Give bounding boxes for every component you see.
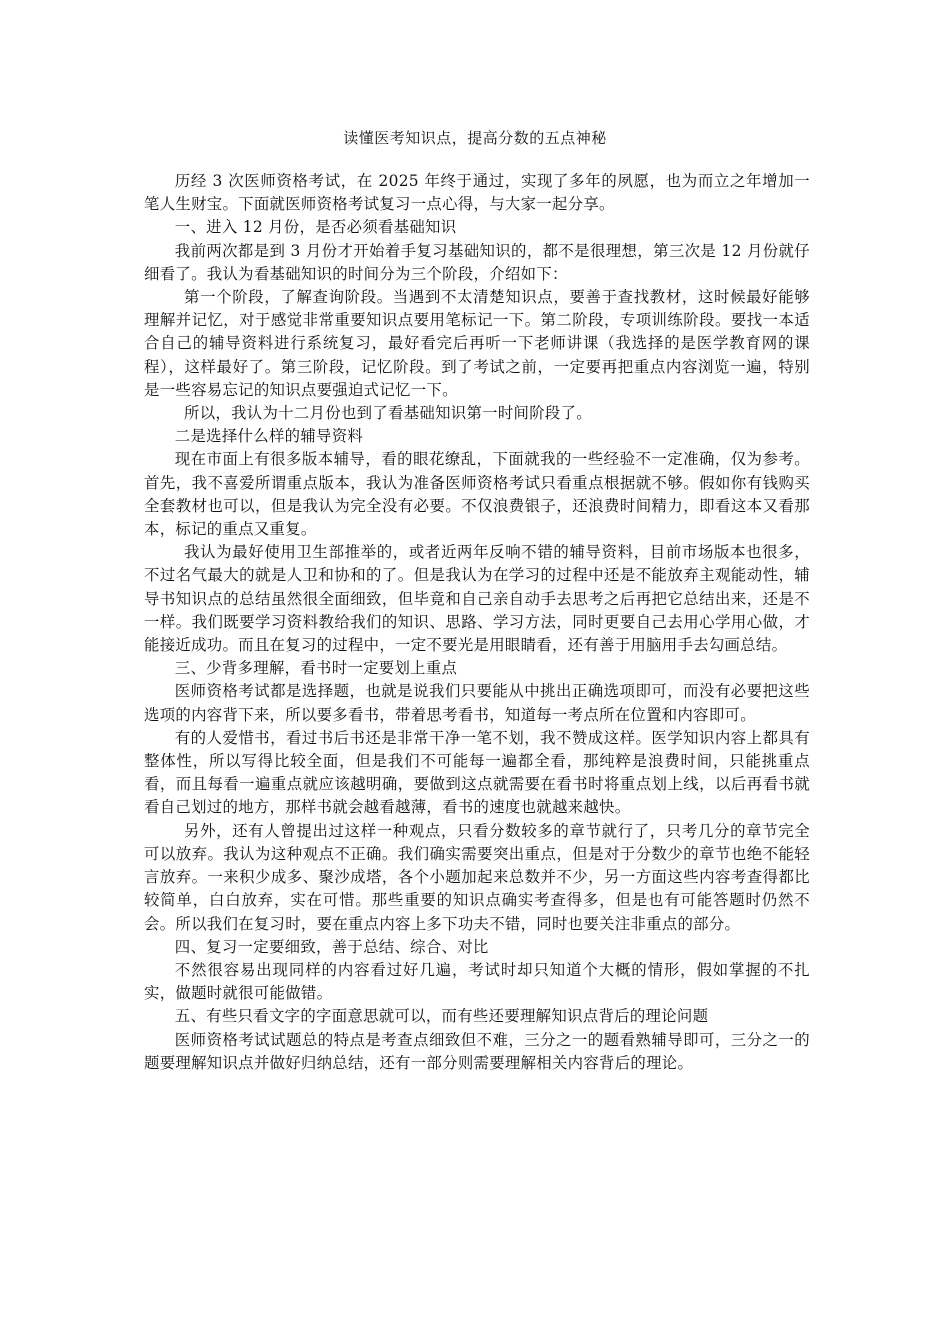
paragraph-section-3-c: 另外，还有人曾提出过这样一种观点，只看分数较多的章节就行了，只考几分的章节完全可以放弃。我认为这种观点不正确。我们确实需要突出重点，但是对于分数少的章节也绝不能轻言放弃。一来积少成多、聚沙成塔，各个小题加起来总数并不少，另一方面这些内容考查得都比较简单，白白放弃，实在可惜。那些重要的知识点确实考查得多，但是也有可能答题时仍然不会。所以我们在复习时，要在重点内容上多下功夫不错，同时也要关注非重点的部分。: [144, 821, 810, 933]
paragraph-section-3-a: 医师资格考试都是选择题，也就是说我们只要能从中挑出正确选项即可，而没有必要把这些选项的内容背下来，所以要多看书，带着思考看书，知道每一考点所在位置和内容即可。: [144, 682, 810, 724]
paragraph-section-2-b: 我认为最好使用卫生部推举的，或者近两年反响不错的辅导资料，目前市场版本也很多，不过名气最大的就是人卫和协和的了。但是我认为在学习的过程中还是不能放弃主观能动性，辅导书知识点的总结虽然很全面细致，但毕竟和自己亲自动手去思考之后再把它总结出来，还是不一样。我们既要学习资料教给我们的知识、思路、学习方法，同时更要自己去用心学用心做，才能接近成功。而且在复习的过程中，一定不要光是用眼睛看，还有善于用脑用手去勾画总结。: [144, 543, 810, 655]
paragraph-intro: 历经 3 次医师资格考试，在 2025 年终于通过，实现了多年的夙愿，也为而立之年增加一笔人生财宝。下面就医师资格考试复习一点心得，与大家一起分享。: [144, 172, 810, 214]
document-body: [144, 170, 810, 1075]
heading-section-3: 三、少背多理解，看书时一定要划上重点: [174, 659, 458, 678]
paragraph-section-1-c: 所以，我认为十二月份也到了看基础知识第一时间阶段了。: [184, 404, 592, 423]
paragraph-section-1-b: 第一个阶段，了解查询阶段。当遇到不太清楚知识点，要善于查找教材，这时候最好能够理解并记忆，对于感觉非常重要知识点要用笔标记一下。第二阶段，专项训练阶段。要找一本适合自己的辅导资料进行系统复习，最好看完后再听一下老师讲课（我选择的是医学教育网的课程），这样最好了。第三阶段，记忆阶段。到了考试之前，一定要再把重点内容浏览一遍，特别是一些容易忘记的知识点要强迫式记忆一下。: [144, 288, 810, 399]
heading-section-1: 一、进入 12 月份，是否必须看基础知识: [174, 218, 457, 237]
heading-section-5: 五、有些只看文字的字面意思就可以，而有些还要理解知识点背后的理论问题: [174, 1007, 709, 1026]
paragraph-section-3-b: 有的人爱惜书，看过书后书还是非常干净一笔不划，我不赞成这样。医学知识内容上都具有整体性，所以写得比较全面，但是我们不可能每一遍都全看，那纯粹是浪费时间，只能挑重点看，而且每看一遍重点就应该越明确，要做到这点就需要在看书时将重点划上线，以后再看书就看自己划过的地方，那样书就会越看越薄，看书的速度也就越来越快。: [144, 728, 810, 817]
paragraph-section-4-a: 不然很容易出现同样的内容看过好几遍，考试时却只知道个大概的情形，假如掌握的不扎实，做题时就很可能做错。: [144, 960, 810, 1003]
paragraph-section-2-a: 现在市面上有很多版本辅导，看的眼花缭乱，下面就我的一些经验不一定准确，仅为参考。首先，我不喜爱所谓重点版本，我认为准备医师资格考试只看重点根据就不够。假如你有钱购买全套教材也可以，但是我认为完全没有必要。不仅浪费银子，还浪费时间精力，即看这本又看那本，标记的重点又重复。: [144, 450, 810, 539]
heading-section-4: 四、复习一定要细致，善于总结、综合、对比: [174, 937, 489, 956]
heading-section-2: 二是选择什么样的辅导资料: [174, 427, 364, 446]
paragraph-section-5-a: 医师资格考试试题总的特点是考查点细致但不难，三分之一的题看熟辅导即可，三分之一的题要理解知识点并做好归纳总结，还有一部分则需要理解相关内容背后的理论。: [144, 1030, 810, 1072]
paragraph-section-1-a: 我前两次都是到 3 月份才开始着手复习基础知识的，都不是很理想，第三次是 12 月份就仔细看了。我认为看基础知识的时间分为三个阶段，介绍如下：: [144, 241, 810, 283]
document-title: 读懂医考知识点，提高分数的五点神秘: [343, 129, 607, 147]
